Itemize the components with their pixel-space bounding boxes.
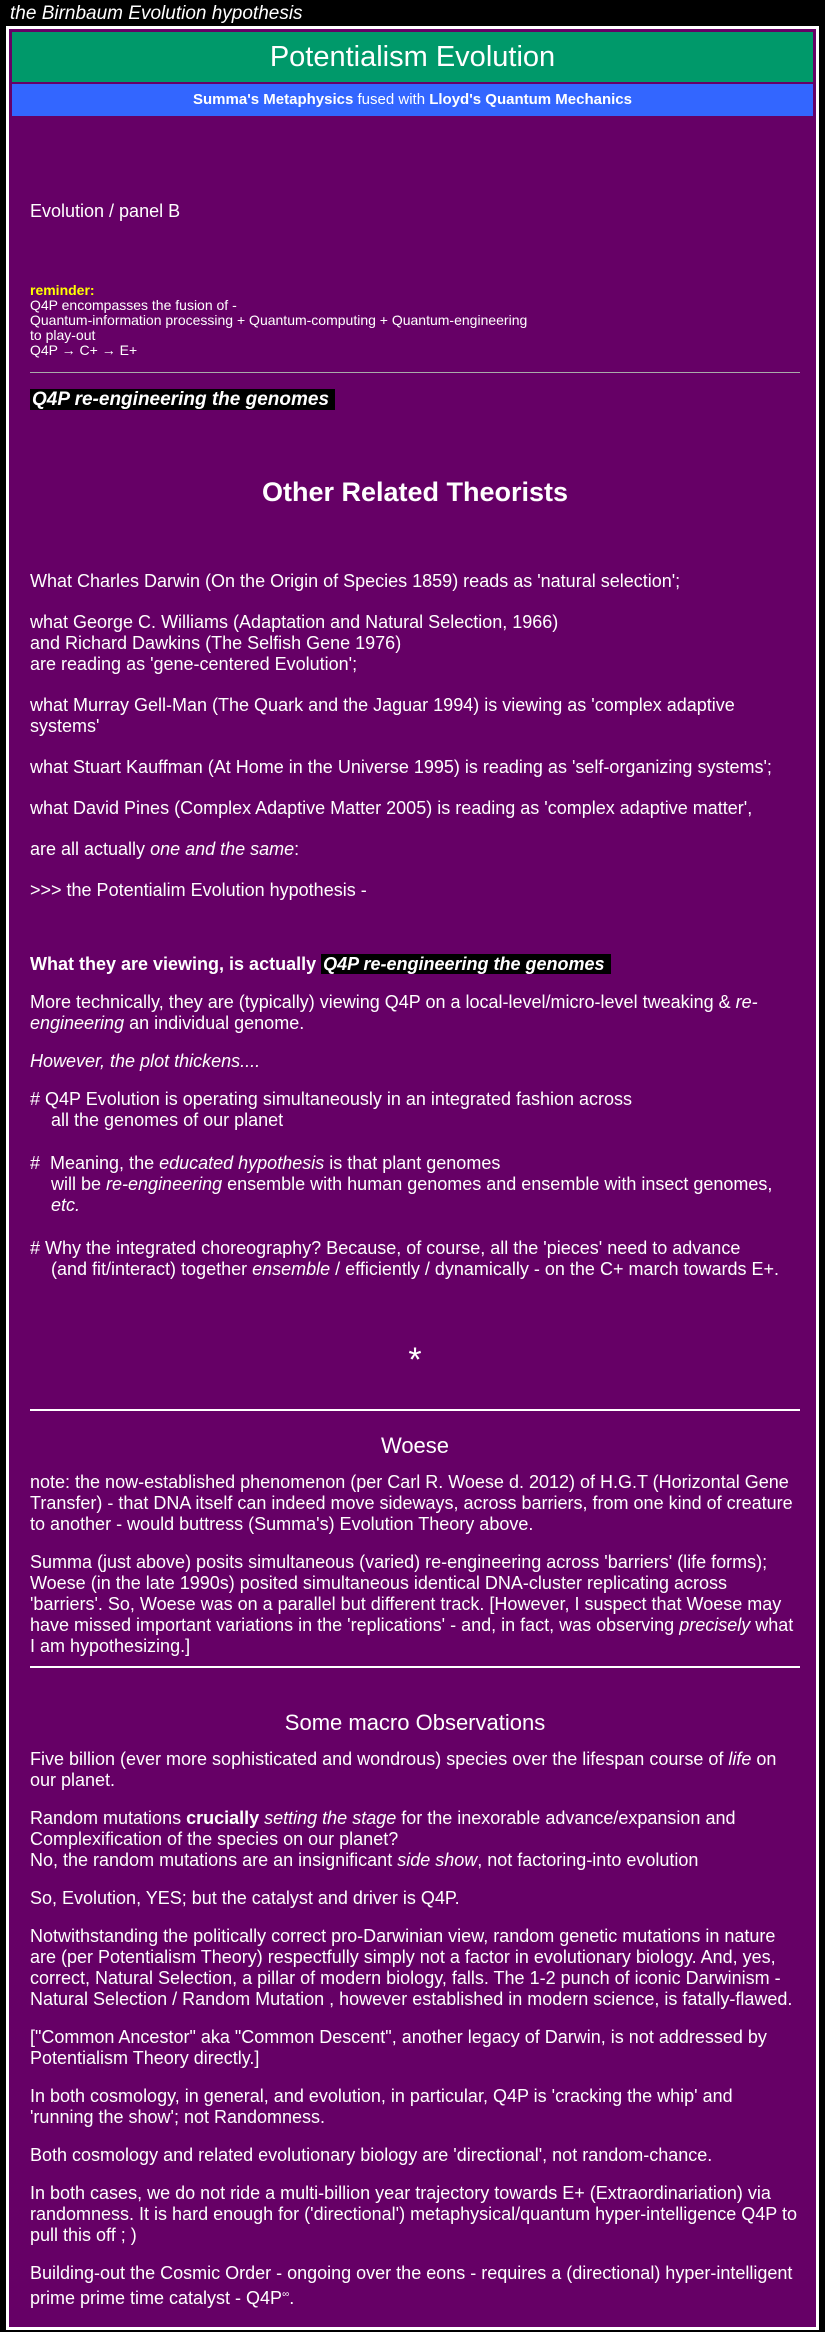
bullet-line: # Why the integrated choreography? Because, of course, all the 'pieces' need to advance xyxy=(30,1238,741,1258)
reminder-label: reminder: xyxy=(30,282,95,298)
macro-paragraph: Both cosmology and related evolutionary biology are 'directional', not random-chance. xyxy=(30,2145,713,2165)
macro-paragraph: Notwithstanding the politically correct pro-Darwinian view, random genetic mutations in nature are (per Potentialism Theory) respectfully simply not a factor in evolutionary biology. And, yes, correct, Natural Selection, a pillar of modern biology, falls. The 1-2 punch of iconic Darwinism - Natural Selection / Random Mutation , however established in modern science, is fatally-flawed. xyxy=(30,1926,793,2009)
text-run: / efficiently / dynamically - on the C+ march towards E+. xyxy=(330,1259,780,1279)
strong: crucially xyxy=(186,1808,260,1828)
gene-centered-line: are reading as 'gene-centered Evolution'; xyxy=(30,654,358,674)
viewing-line xyxy=(30,954,800,975)
plot-thickens xyxy=(30,1051,800,1072)
text-run: on our planet. xyxy=(30,1749,777,1790)
bullet-line: all the genomes of our planet xyxy=(51,1110,284,1130)
section-headline xyxy=(30,389,800,410)
emphasis: one and the same xyxy=(150,839,295,859)
woese-heading: Woese xyxy=(380,1433,450,1458)
reminder-box xyxy=(30,283,800,358)
bullet-line xyxy=(30,1153,800,1174)
text-run: : xyxy=(294,839,300,859)
text-run: , not factoring-into evolution xyxy=(477,1850,699,1870)
text-run: Random mutations xyxy=(30,1808,187,1828)
emphasis: re-engineering xyxy=(106,1174,223,1194)
divider xyxy=(30,1409,800,1411)
infinity-superscript: ∞ xyxy=(282,2289,290,2300)
headline-highlight: Q4P re-engineering the genomes xyxy=(30,389,335,410)
text-run: are all actually xyxy=(30,839,151,859)
bullet-integrated xyxy=(30,1089,800,1131)
text-run: will be xyxy=(51,1174,107,1194)
text-run: More technically, they are (typically) viewing Q4P on a local-level/micro-level tweaking & xyxy=(30,992,736,1012)
subtitle-lloyd: Lloyd's Quantum Mechanics xyxy=(429,91,632,108)
bullet-line xyxy=(30,1259,800,1280)
macro-paragraph xyxy=(30,1749,800,1791)
bullet-line: # Q4P Evolution is operating simultaneously in an integrated fashion across xyxy=(30,1089,633,1109)
emphasis: re-engineering xyxy=(30,992,758,1033)
reminder-line: Quantum-information processing + Quantum-computing + Quantum-engineering xyxy=(30,312,528,328)
emphasis: side show xyxy=(397,1850,478,1870)
kauffman-line: what Stuart Kauffman (At Home in the Universe 1995) is reading as 'self-organizing systems'; xyxy=(30,757,772,777)
darwin-line: What Charles Darwin (On the Origin of Species 1859) reads as 'natural selection'; xyxy=(30,571,681,591)
subtitle-summa: Summa's Metaphysics xyxy=(193,91,354,108)
macro-heading: Some macro Observations xyxy=(284,1710,546,1735)
divider xyxy=(30,372,800,373)
text-run: an individual genome. xyxy=(124,1013,305,1033)
text-run: is that plant genomes xyxy=(324,1153,501,1173)
technical-paragraph xyxy=(30,992,800,1034)
viewing-highlight: Q4P re-engineering the genomes xyxy=(321,954,610,974)
one-and-same-line xyxy=(30,839,800,860)
woese-note: note: the now-established phenomenon (per Carl R. Woese d. 2012) of H.G.T (Horizontal Gene Transfer) - that DNA itself can indeed move sideways, across barriers, from one kind of creature to another - would buttress (Summa's) Evolution Theory above. xyxy=(30,1472,793,1534)
macro-paragraph xyxy=(30,2263,800,2309)
emphasis: precisely xyxy=(679,1615,751,1635)
bullet-line xyxy=(30,1174,800,1216)
reminder-line: Q4P → C+ → E+ xyxy=(30,342,138,358)
woese-paragraph xyxy=(30,1552,800,1657)
macro-paragraph xyxy=(30,1808,800,1871)
text-run: Summa (just above) posits simultaneous (varied) re-engineering across 'barriers' (life forms); Woese (in the late 1990s) posited simultaneous identical DNA-cluster replicating across 'barriers'. So, Woese was on a parallel but different track. [However, I suspect that Woese may have missed important variations in the 'replications' - and, in fact, was observing xyxy=(30,1552,782,1635)
macro-paragraph: So, Evolution, YES; but the catalyst and driver is Q4P. xyxy=(30,1888,460,1908)
divider xyxy=(30,1666,800,1668)
bullet-choreography xyxy=(30,1238,800,1280)
emphasis: setting the stage xyxy=(264,1808,397,1828)
reminder-line: to play-out xyxy=(30,327,96,343)
viewing-lead: What they are viewing, is actually xyxy=(30,954,322,974)
main-panel xyxy=(6,26,819,2330)
macro-paragraph: In both cosmology, in general, and evolution, in particular, Q4P is 'cracking the whip' and 'running the show'; not Randomness. xyxy=(30,2086,733,2127)
panel-label: Evolution / panel B xyxy=(30,201,181,221)
text-run: ensemble with human genomes and ensemble with insect genomes, xyxy=(222,1174,773,1194)
gellman-line: what Murray Gell-Man (The Quark and the Jaguar 1994) is viewing as 'complex adaptive systems' xyxy=(30,695,735,736)
emphasis: etc. xyxy=(51,1195,81,1215)
macro-paragraph: ["Common Ancestor" aka "Common Descent", another legacy of Darwin, is not addressed by Potentialism Theory directly.] xyxy=(30,2027,767,2068)
page-caption: the Birnbaum Evolution hypothesis xyxy=(10,3,303,24)
subtitle-bar xyxy=(12,84,813,116)
bullet-meaning xyxy=(30,1153,800,1216)
subtitle-joiner: fused with xyxy=(353,91,430,108)
related-theorists-heading: Other Related Theorists xyxy=(261,477,569,507)
text-run: what I am hypothesizing.] xyxy=(30,1615,794,1656)
dawkins-line: and Richard Dawkins (The Selfish Gene 1976) xyxy=(30,633,402,653)
williams-line: what George C. Williams (Adaptation and Natural Selection, 1966) xyxy=(30,612,559,632)
macro-paragraph: In both cases, we do not ride a multi-billion year trajectory towards E+ (Extraordinariation) via randomness. It is hard enough for ('directional') metaphysical/quantum hyper-intelligence Q4P to pull this off ; ) xyxy=(30,2183,797,2245)
text-run: for the inexorable advance/expansion and Complexification of the species on our planet? xyxy=(30,1808,736,1849)
text-run: Five billion (ever more sophisticated and wondrous) species over the lifespan course of xyxy=(30,1749,729,1769)
reminder-line: Q4P encompasses the fusion of - xyxy=(30,297,237,313)
emphasis: life xyxy=(728,1749,752,1769)
emphasis: ensemble xyxy=(252,1259,331,1279)
content xyxy=(30,116,800,2309)
page-title: Potentialism Evolution xyxy=(12,32,813,82)
emphasis: educated hypothesis xyxy=(159,1153,325,1173)
pines-line: what David Pines (Complex Adaptive Matter 2005) is reading as 'complex adaptive matter', xyxy=(30,798,753,818)
text-run: # Meaning, the xyxy=(30,1153,160,1173)
section-star: * xyxy=(408,1341,422,1379)
text-run: Building-out the Cosmic Order - ongoing over the eons - requires a (directional) hyper-intelligent prime prime time catalyst - Q4P xyxy=(30,2263,793,2308)
text-run: No, the random mutations are an insignificant xyxy=(30,1850,398,1870)
hypothesis-line: >>> the Potentialim Evolution hypothesis - xyxy=(30,880,367,900)
emphasis: However, the plot thickens.... xyxy=(30,1051,261,1071)
text-run: . xyxy=(289,2288,295,2308)
text-run: (and fit/interact) together xyxy=(51,1259,253,1279)
